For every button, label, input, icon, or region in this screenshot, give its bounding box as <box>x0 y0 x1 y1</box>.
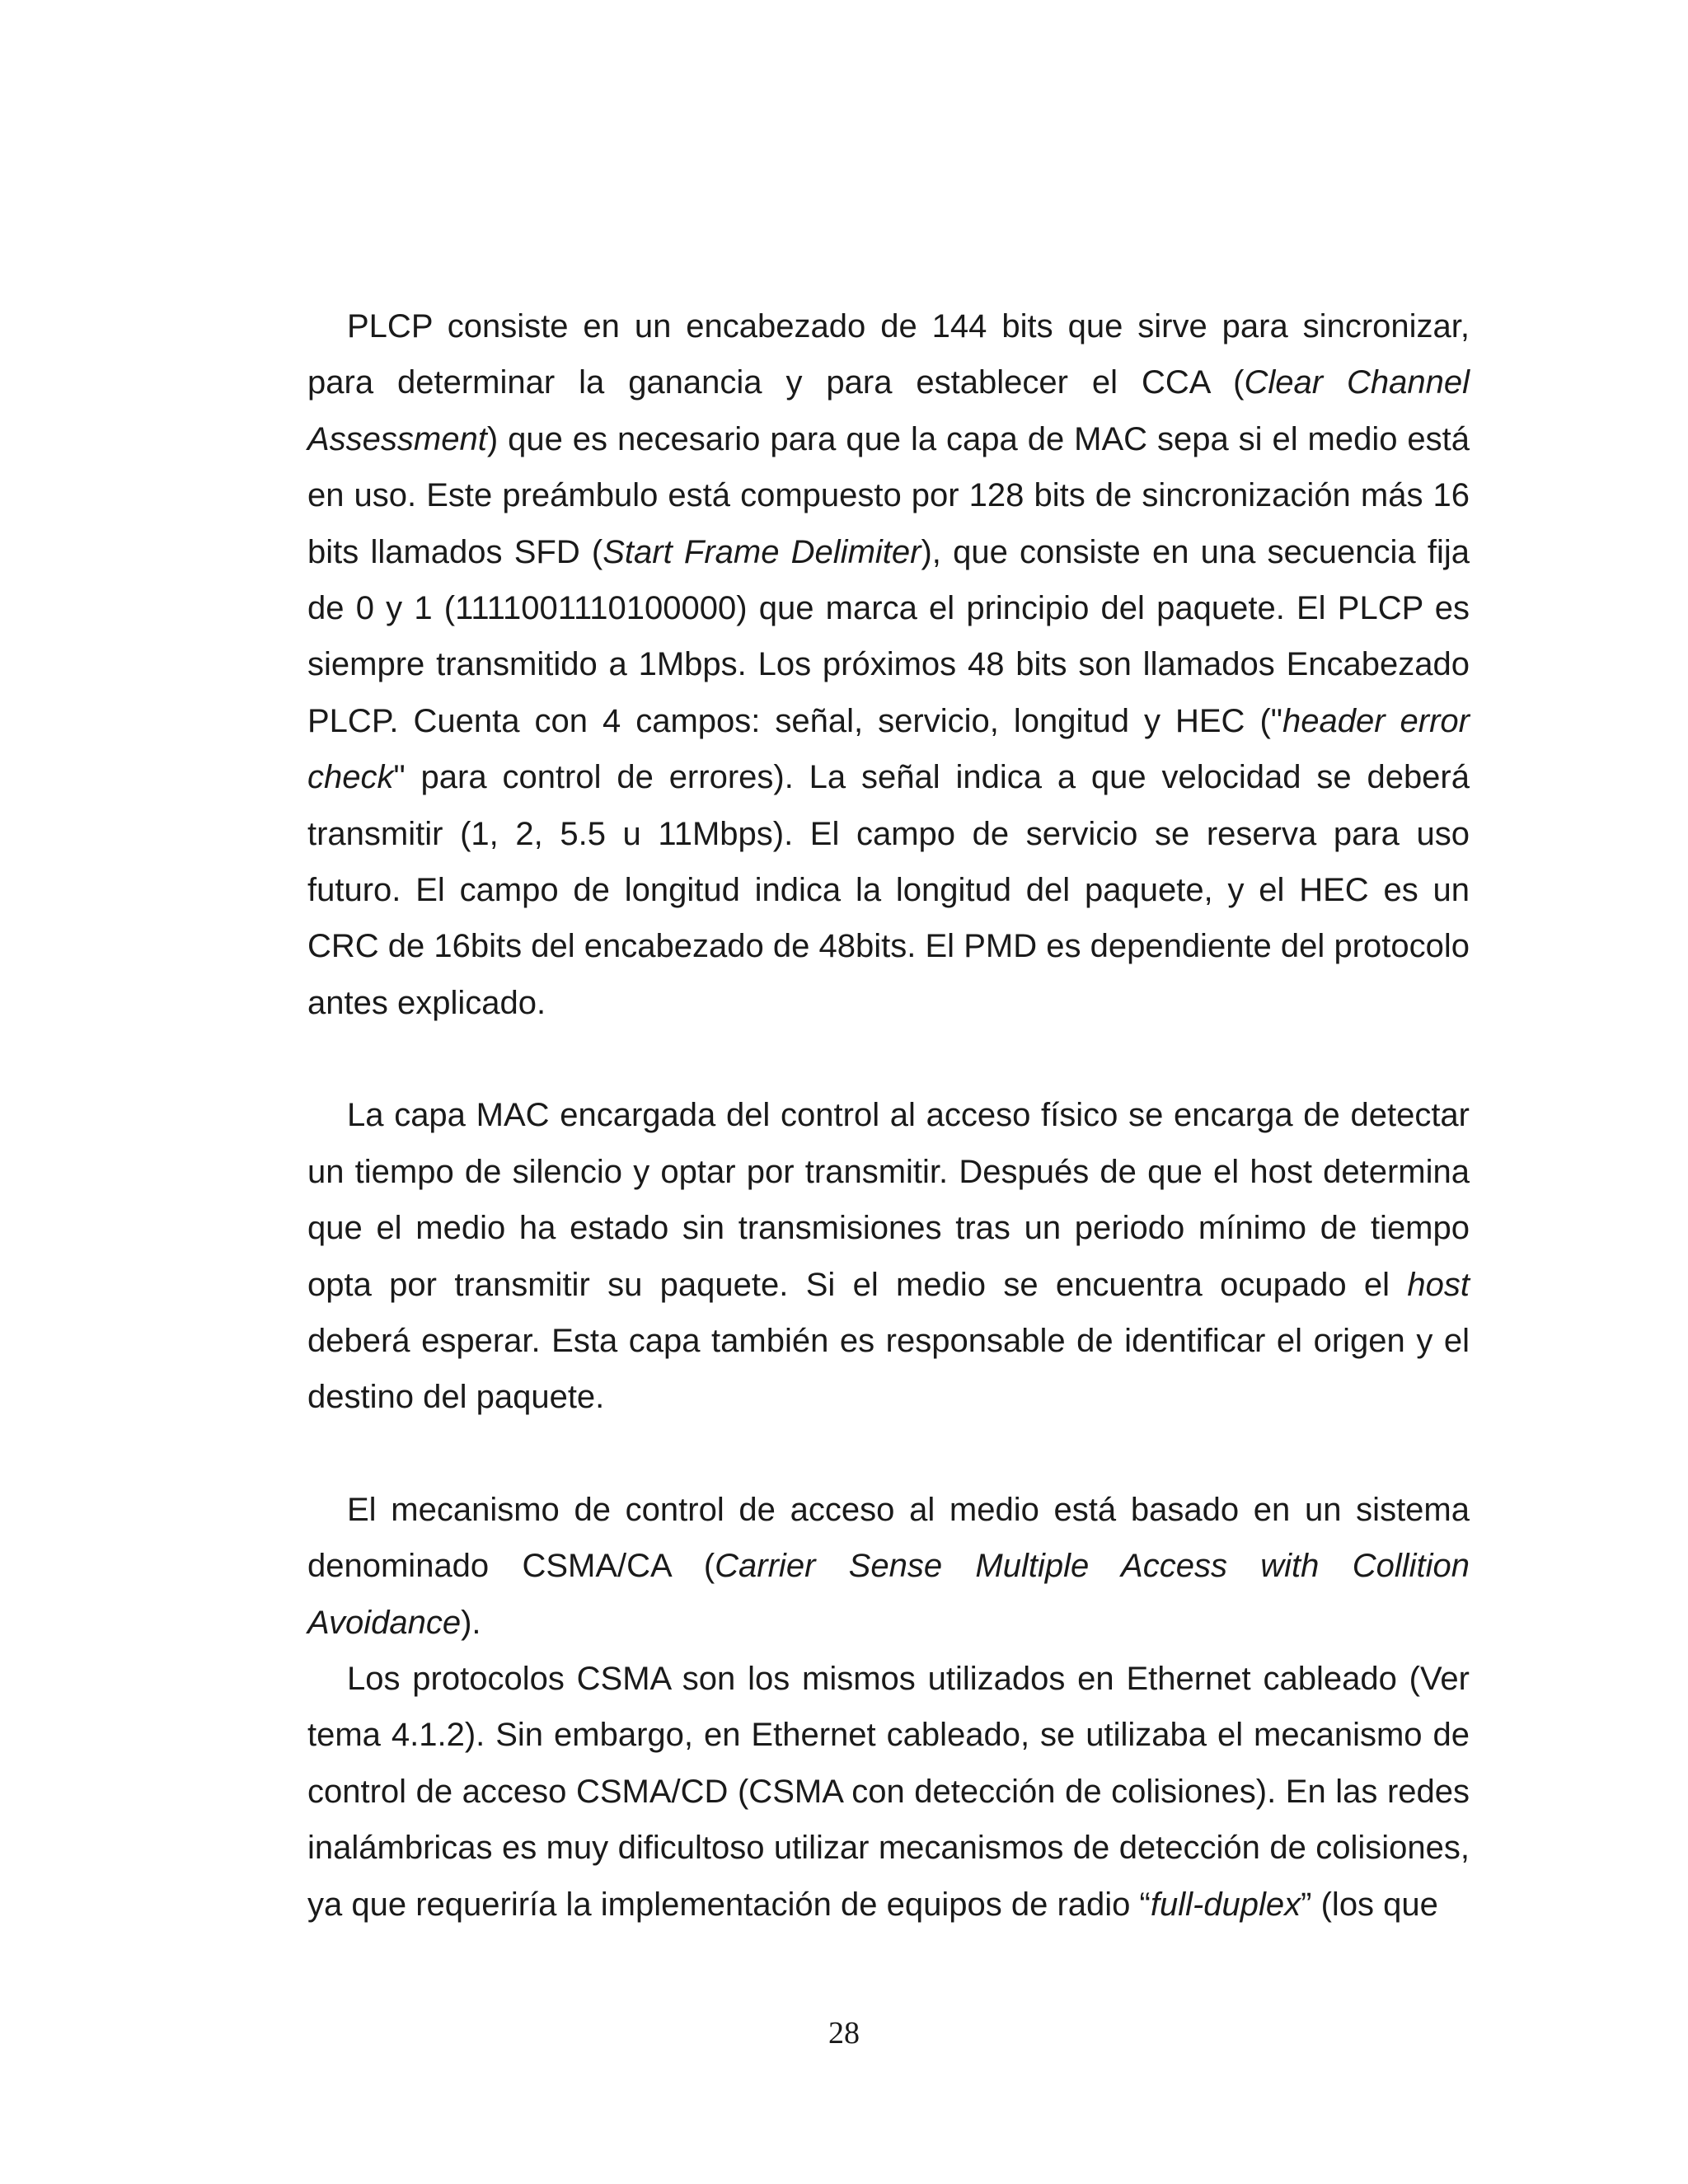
text-run: ” (los que <box>1301 1886 1438 1923</box>
text-run: Los protocolos CSMA son los mismos utilizados en Ethernet cableado (Ver tema 4.1.2). Sin embargo, en Ethernet cableado, se utilizaba el mecanismo de control de acceso CSMA/CD (CSMA con detección de colisiones). En las redes inalámbricas es muy dificultoso utilizar mecanismos de detección de colisiones, ya que requeriría la implementación de equipos de radio “ <box>307 1660 1470 1923</box>
text-run: " para control de errores). La señal indica a que velocidad se deberá transmitir (1, 2, 5.5 u 11Mbps). El campo de servicio se reserva para uso futuro. El campo de longitud indica la longitud del paquete, y el HEC es un CRC de 16bits del encabezado de 48bits. El PMD es dependiente del protocolo antes explicado. <box>307 759 1470 1021</box>
italic-term: full-duplex <box>1150 1886 1301 1923</box>
italic-term: Clear Channel Assessment <box>307 364 1470 457</box>
paragraph-csma-protocols <box>307 1651 1470 1933</box>
page-number: 28 <box>828 2016 860 2050</box>
paragraph-plcp <box>307 298 1470 1031</box>
italic-term: header error check <box>307 702 1470 796</box>
italic-term: Carrier Sense Multiple Access with Collition Avoidance <box>307 1548 1470 1641</box>
body-text <box>307 298 1470 1933</box>
text-run: La capa MAC encargada del control al acceso físico se encarga de detectar un tiempo de silencio y optar por transmitir. Después de que el host determina que el medio ha estado sin transmisiones tras un periodo mínimo de tiempo opta por transmitir su paquete. Si el medio se encuentra ocupado el <box>307 1097 1470 1303</box>
text-run: El mecanismo de control de acceso al medio está basado en un sistema denominado CSMA/CA ( <box>307 1491 1470 1585</box>
paragraph-mac-layer <box>307 1087 1470 1425</box>
italic-term: host <box>1407 1266 1470 1303</box>
italic-term: Start Frame Delimiter <box>603 533 921 570</box>
text-run: ). <box>461 1604 481 1641</box>
text-run: ) que es necesario para que la capa de MAC sepa si el medio está en uso. Este preámbulo está compuesto por 128 bits de sincronización más 16 bits llamados SFD ( <box>307 420 1470 570</box>
paragraph-csma-ca <box>307 1482 1470 1651</box>
text-run: deberá esperar. Esta capa también es responsable de identificar el origen y el destino del paquete. <box>307 1322 1470 1416</box>
text-run: PLCP consiste en un encabezado de 144 bits que sirve para sincronizar, para determinar la ganancia y para establecer el CCA ( <box>307 308 1470 401</box>
text-run: ), que consiste en una secuencia fija de 0 y 1 (1111001110100000) que marca el principio del paquete. El PLCP es siempre transmitido a 1Mbps. Los próximos 48 bits son llamados Encabezado PLCP. Cuenta con 4 campos: señal, servicio, longitud y HEC (" <box>307 533 1470 739</box>
